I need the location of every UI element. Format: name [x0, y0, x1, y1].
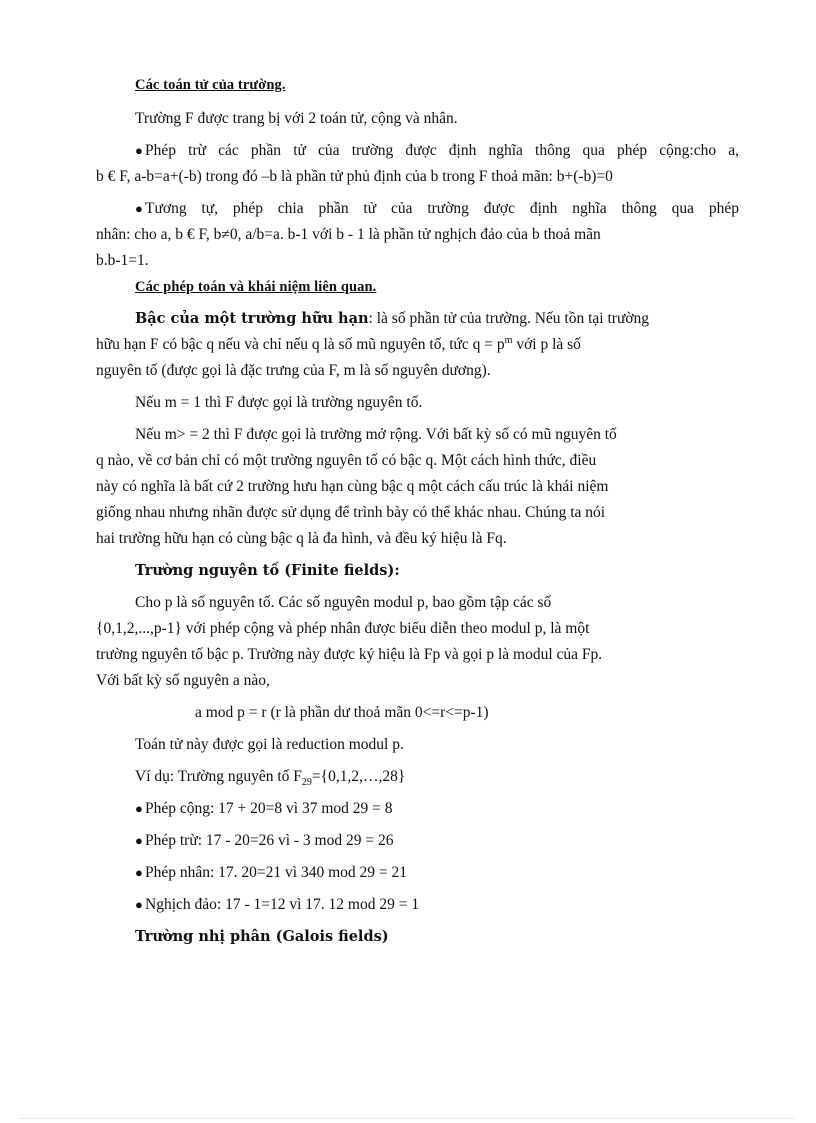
example-text: Phép cộng: 17 + 20=8 vì 37 mod 29 = 8 [145, 800, 393, 817]
paragraph-text: Ví dụ: Trường nguyên tố F [135, 768, 302, 785]
paragraph-text: nhân: cho a, b € F, b≠0, a/b=a. b-1 với b - 1 là phần tử nghịch đảo của b thoả mãn [96, 226, 601, 243]
paragraph-text: Trường F được trang bị với 2 toán tử, cộng và nhân. [135, 110, 458, 127]
paragraph-text: b.b-1=1. [96, 252, 149, 269]
heading-related-concepts [135, 274, 739, 300]
example-inverse [135, 892, 739, 918]
formula-text: a mod p = r (r là phần dư thoả mãn 0<=r<=p-1) [195, 704, 489, 721]
heading-field-operators [135, 72, 739, 98]
bullet-icon: ● [135, 865, 143, 880]
paragraph-text: Toán tử này được gọi là reduction modul p. [135, 736, 404, 753]
bullet-icon: ● [135, 201, 143, 216]
paragraph-text: : là số phần tử của trường. Nếu tồn tại trường [368, 310, 650, 327]
bullet-icon: ● [135, 833, 143, 848]
example-multiplication [135, 860, 739, 886]
heading-text: Trường nguyên tố (Finite fields): [135, 562, 400, 579]
paragraph-extension-line4 [96, 500, 739, 526]
paragraph-subtraction-line1 [135, 138, 739, 164]
document-body [96, 72, 739, 950]
heading-text: Trường nhị phân (Galois fields) [135, 928, 389, 945]
subscript-29: 29 [301, 777, 312, 789]
paragraph-extension-line3 [96, 474, 739, 500]
heading-finite-fields [135, 558, 739, 584]
paragraph-example [135, 764, 739, 790]
example-text: Phép trừ: 17 - 20=26 vì - 3 mod 29 = 26 [145, 832, 394, 849]
paragraph-division-line1 [135, 196, 739, 222]
paragraph-text: q nào, về cơ bản chỉ có một trường nguyên tố có bậc q. Một cách hình thức, điều [96, 452, 597, 469]
example-addition [135, 796, 739, 822]
page-bottom-divider [20, 1118, 796, 1119]
paragraph-text: nguyên tố (được gọi là đặc trưng của F, m là số nguyên dương). [96, 362, 491, 379]
paragraph-text: này có nghĩa là bất cứ 2 trường hưu hạn cùng bậc q một cách cấu trúc là khái niệm [96, 478, 609, 495]
bullet-icon: ● [135, 143, 143, 158]
paragraph-text: trường nguyên tố bậc p. Trường này được ký hiệu là Fp và gọi p là modul của Fp. [96, 646, 603, 663]
paragraph-subtraction-line2 [96, 164, 739, 190]
heading-galois-fields [135, 924, 739, 950]
paragraph-order-line2 [96, 332, 739, 358]
paragraph-reduction [135, 732, 739, 758]
paragraph-text: Nếu m> = 2 thì F được gọi là trường mở rộng. Với bất kỳ số có mũ nguyên tố [135, 426, 617, 443]
paragraph-prime-field [135, 390, 739, 416]
heading-text: Các toán tử của trường. [135, 77, 286, 93]
paragraph-text: giống nhau nhưng nhãn được sử dụng để trình bày có thể khác nhau. Chúng ta nói [96, 504, 606, 521]
paragraph-text: {0,1,2,...,p-1} với phép cộng và phép nhân được biểu diễn theo modul p, là một [96, 620, 590, 637]
example-subtraction [135, 828, 739, 854]
paragraph-modp-line1 [135, 590, 739, 616]
paragraph-text: b € F, a-b=a+(-b) trong đó –b là phần tử phủ định của b trong F thoả mãn: b+(-b)=0 [96, 168, 613, 185]
term-order: Bậc của một trường hữu hạn [135, 310, 369, 327]
paragraph-text: Phép trừ các phần tử của trường được định nghĩa thông qua phép cộng:cho a, [145, 142, 739, 159]
heading-text: Các phép toán và khái niệm liên quan. [135, 279, 377, 295]
paragraph-modp-line2 [96, 616, 739, 642]
paragraph-extension-line1 [135, 422, 739, 448]
paragraph-modp-line3 [96, 642, 739, 668]
paragraph-text: hữu hạn F có bậc q nếu và chỉ nếu q là số mũ nguyên tố, tức q = p [96, 336, 505, 353]
paragraph-field-ops-intro [135, 106, 739, 132]
paragraph-division-line3 [96, 248, 739, 274]
formula-mod [135, 700, 739, 726]
paragraph-text: Tương tự, phép chia phần tử của trường được định nghĩa thông qua phép [145, 200, 739, 217]
paragraph-order-line1 [135, 306, 739, 332]
paragraph-text: Cho p là số nguyên tố. Các số nguyên modul p, bao gồm tập các số [135, 594, 552, 611]
paragraph-modp-line4 [96, 668, 739, 694]
bullet-icon: ● [135, 897, 143, 912]
paragraph-division-line2 [96, 222, 739, 248]
paragraph-text: Với bất kỳ số nguyên a nào, [96, 672, 270, 689]
paragraph-text: ={0,1,2,…,28} [311, 768, 406, 785]
paragraph-extension-line2 [96, 448, 739, 474]
example-text: Phép nhân: 17. 20=21 vì 340 mod 29 = 21 [145, 864, 408, 881]
paragraph-text: với p là số [512, 336, 581, 353]
example-text: Nghịch đảo: 17 - 1=12 vì 17. 12 mod 29 = 1 [145, 896, 420, 913]
bullet-icon: ● [135, 801, 143, 816]
paragraph-extension-line5 [96, 526, 739, 552]
paragraph-text: hai trường hữu hạn có cùng bậc q là đa hình, và đều ký hiệu là Fq. [96, 530, 507, 547]
paragraph-text: Nếu m = 1 thì F được gọi là trường nguyên tố. [135, 394, 423, 411]
paragraph-order-line3 [96, 358, 739, 384]
superscript-m: m [504, 334, 513, 346]
